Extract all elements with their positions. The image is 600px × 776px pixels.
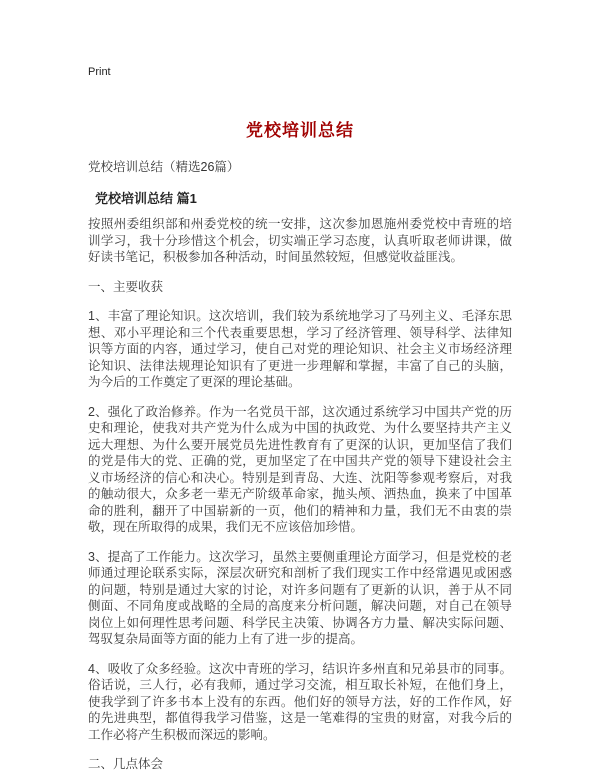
paragraph-gain-4: 4、吸收了众多经验。这次中青班的学习，结识许多州直和兄弟县市的同事。俗话说，三人行，必有我师，通过学习交流，相互取长补短，在他们身上，使我学到了许多书本上没有的东西。他们好的领导方法，好的工作作风，好的先进典型，都值得我学习借鉴，这是一笔难得的宝贵的财富，对我今后的工作必将产生积极而深远的影响。 bbox=[88, 661, 512, 742]
doc-subtitle: 党校培训总结（精选26篇） bbox=[88, 160, 240, 174]
paragraph-gain-1: 1、丰富了理论知识。这次培训，我们较为系统地学习了马列主义、毛泽东思想、邓小平理论和三个代表重要思想，学习了经济管理、领导科学、法律知识等方面的内容，通过学习，使自己对党的理论知识、社会主义市场经济理论知识、法律法规理论知识有了更进一步理解和掌握，丰富了自己的头脑，为今后的工作奠定了更深的理论基础。 bbox=[88, 309, 512, 389]
section-heading-part1: 党校培训总结 篇1 bbox=[95, 191, 197, 206]
paragraph-gain-2: 2、强化了政治修养。作为一名党员干部，这次通过系统学习中国共产党的历史和理论，使我对共产党为什么成为中国的执政党、为什么要坚持共产主义远大理想、为什么要开展党员先进性教育有了更深的认识，更加坚信了我们的党是伟大的党、正确的党，更加坚定了在中国共产党的领导下建设社会主义市场经济的信心和决心。特别是到青岛、大连、沈阳等参观考察后，对我的触动很大，众多老一辈无产阶级革命家，抛头颅、洒热血，换来了中国革命的胜利，翻开了中国崭新的一页，他们的精神和力量，我们无不由衷的崇敬，现在所取得的成果，我们无不应该倍加珍惜。 bbox=[88, 404, 512, 534]
document-body bbox=[88, 216, 512, 773]
paragraph-intro: 按照州委组织部和州委党校的统一安排，这次参加恩施州委党校中青班的培训学习，我十分珍惜这个机会，切实端正学习态度，认真听取老师讲课，做好读书笔记，积极参加各种活动，时间虽然较短，但感觉收益匪浅。 bbox=[88, 217, 512, 264]
print-button[interactable]: Print bbox=[88, 66, 111, 78]
section-line-reflections: 二、几点体会 bbox=[88, 757, 164, 771]
paragraph-gain-3: 3、提高了工作能力。这次学习，虽然主要侧重理论方面学习，但是党校的老师通过理论联系实际，深层次研究和剖析了我们现实工作中经常遇见或困惑的问题，特别是通过大家的讨论，对许多问题有了更新的认识，善于从不同侧面、不同角度或战略的全局的高度来分析问题，解决问题，对自己在领导岗位上如何理性思考问题、科学民主决策、协调各方力量、解决实际问题、驾驭复杂局面等方面的能力上有了进一步的提高。 bbox=[88, 549, 512, 646]
page-title: 党校培训总结 bbox=[246, 121, 354, 140]
section-line-main-gains: 一、主要收获 bbox=[88, 279, 164, 294]
